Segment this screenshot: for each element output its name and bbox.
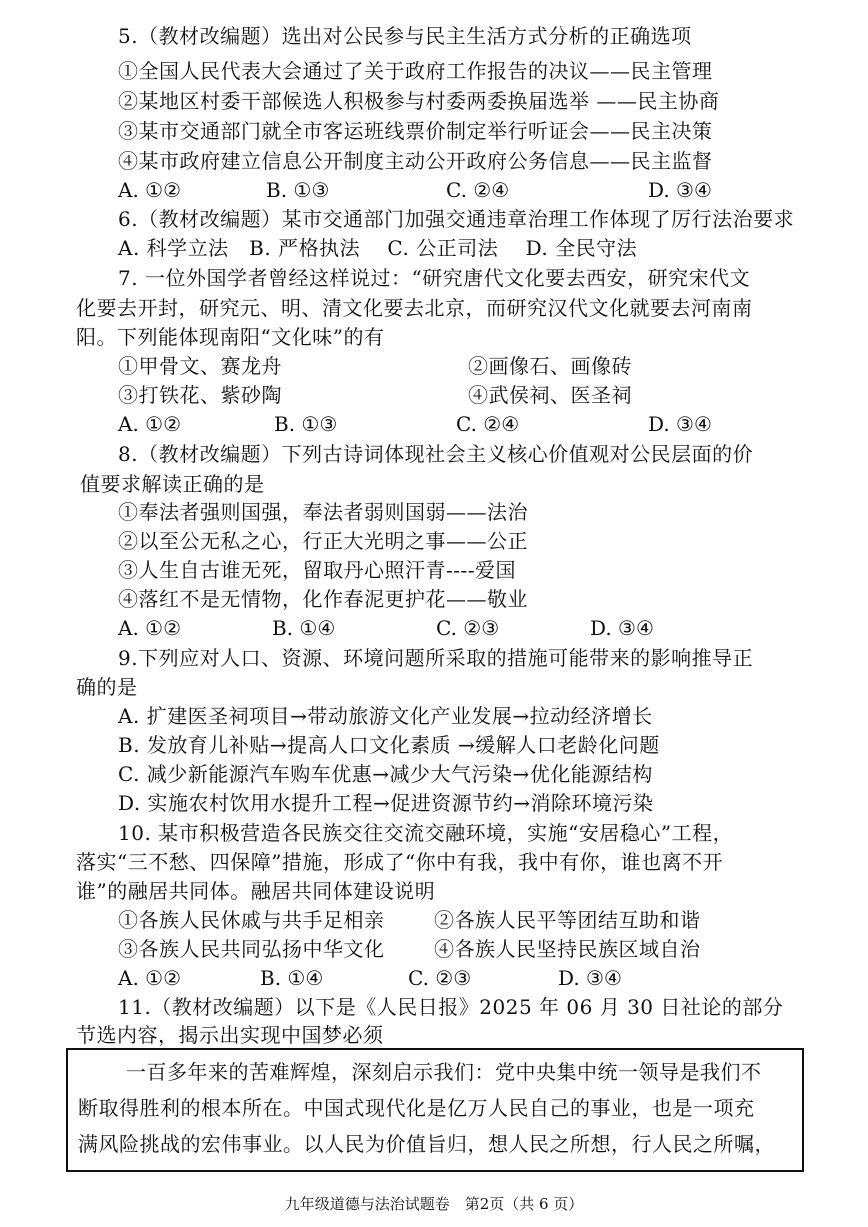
q5-item-3: ③某市交通部门就全市客运班线票价制定举行听证会——民主决策: [118, 119, 713, 143]
q11-excerpt-line-3: 满风险挑战的宏伟事业。以人民为价值旨归，想人民之所想，行人民之所嘱，: [78, 1132, 775, 1156]
q8-item-2: ②以至公无私之心，行正大光明之事——公正: [118, 529, 528, 553]
q5-item-2: ②某地区村委干部候选人积极参与村委两委换届选举 ——民主协商: [118, 89, 720, 113]
q7-option-a: A. ①②: [118, 412, 182, 436]
q7-option-b: B. ①③: [274, 412, 338, 436]
q8-item-1: ①奉法者强则国强，奉法者弱则国弱——法治: [118, 500, 528, 524]
q7-item-1: ①甲骨文、赛龙舟: [118, 354, 282, 378]
q10-option-c: C. ②③: [408, 966, 472, 990]
q5-option-b: B. ①③: [266, 178, 330, 202]
q6-options: A. 科学立法 B. 严格执法 C. 公正司法 D. 全民守法: [118, 236, 638, 260]
page-footer: 九年级道德与法治试题卷 第2页（共 6 页）: [284, 1195, 584, 1213]
q8-option-b: B. ①④: [272, 616, 336, 640]
q7-option-d: D. ③④: [648, 412, 712, 436]
q8-option-a: A. ①②: [118, 616, 182, 640]
q10-stem-line-1: 10. 某市积极营造各民族交往交流交融环境，实施“安居稳心”工程，: [118, 821, 734, 845]
q9-option-b: B. 发放育儿补贴→提高人口文化素质 →缓解人口老龄化问题: [118, 733, 660, 757]
q11-stem-line-1: 11.（教材改编题）以下是《人民日报》2025 年 06 月 30 日社论的部分: [118, 995, 784, 1019]
q8-stem-line-1: 8.（教材改编题）下列古诗词体现社会主义核心价值观对公民层面的价: [118, 442, 754, 466]
q10-item-2: ②各族人民平等团结互助和谐: [434, 908, 701, 932]
q9-option-d: D. 实施农村饮用水提升工程→促进资源节约→消除环境污染: [118, 791, 654, 815]
q11-excerpt-line-2: 断取得胜利的根本所在。中国式现代化是亿万人民自己的事业，也是一项充: [78, 1096, 755, 1120]
q5-item-4: ④某市政府建立信息公开制度主动公开政府公务信息——民主监督: [118, 149, 713, 173]
q8-item-3: ③人生自古谁无死，留取丹心照汗青----爱国: [118, 558, 517, 582]
q7-item-2: ②画像石、画像砖: [468, 354, 632, 378]
q8-stem-line-2: 值要求解读正确的是: [80, 472, 265, 496]
q5-option-a: A. ①②: [118, 178, 182, 202]
q10-option-b: B. ①④: [260, 966, 324, 990]
q9-stem-line-1: 9.下列应对人口、资源、环境问题所采取的措施可能带来的影响推导正: [118, 646, 754, 670]
q7-stem-line-3: 阳。下列能体现南阳“文化味”的有: [76, 325, 385, 349]
q8-option-c: C. ②③: [436, 616, 500, 640]
q8-option-d: D. ③④: [590, 616, 654, 640]
q10-item-1: ①各族人民休戚与共手足相亲: [118, 908, 385, 932]
q11-excerpt-box: [66, 1048, 804, 1172]
q9-stem-line-2: 确的是: [76, 675, 138, 699]
q7-option-c: C. ②④: [456, 412, 520, 436]
q10-item-3: ③各族人民共同弘扬中华文化: [118, 937, 385, 961]
q7-stem-line-1: 7. 一位外国学者曾经这样说过：“研究唐代文化要去西安，研究宋代文: [118, 266, 751, 290]
q5-stem: 5.（教材改编题）选出对公民参与民主生活方式分析的正确选项: [118, 24, 692, 48]
q5-option-d: D. ③④: [648, 178, 712, 202]
q6-stem: 6.（教材改编题）某市交通部门加强交通违章治理工作体现了厉行法治要求: [118, 207, 795, 231]
q5-item-1: ①全国人民代表大会通过了关于政府工作报告的决议——民主管理: [118, 59, 713, 83]
q11-stem-line-2: 节选内容，揭示出实现中国梦必须: [76, 1023, 384, 1047]
q7-item-4: ④武侯祠、医圣祠: [468, 383, 632, 407]
q10-stem-line-2: 落实“三不愁、四保障”措施，形成了“你中有我，我中有你，谁也离不开: [76, 850, 724, 874]
q7-item-3: ③打铁花、紫砂陶: [118, 383, 282, 407]
q9-option-a: A. 扩建医圣祠项目→带动旅游文化产业发展→拉动经济增长: [118, 704, 653, 728]
q8-item-4: ④落红不是无情物，化作春泥更护花——敬业: [118, 587, 528, 611]
q10-option-a: A. ①②: [118, 966, 182, 990]
q7-stem-line-2: 化要去开封，研究元、明、清文化要去北京，而研究汉代文化就要去河南南: [76, 296, 753, 320]
q9-option-c: C. 减少新能源汽车购车优惠→减少大气污染→优化能源结构: [118, 762, 653, 786]
q10-stem-line-3: 谁”的融居共同体。融居共同体建设说明: [76, 879, 436, 903]
q11-excerpt-line-1: 一百多年来的苦难辉煌，深刻启示我们：党中央集中统一领导是我们不: [126, 1060, 762, 1084]
q10-option-d: D. ③④: [558, 966, 622, 990]
q5-option-c: C. ②④: [446, 178, 510, 202]
q10-item-4: ④各族人民坚持民族区域自治: [434, 937, 701, 961]
